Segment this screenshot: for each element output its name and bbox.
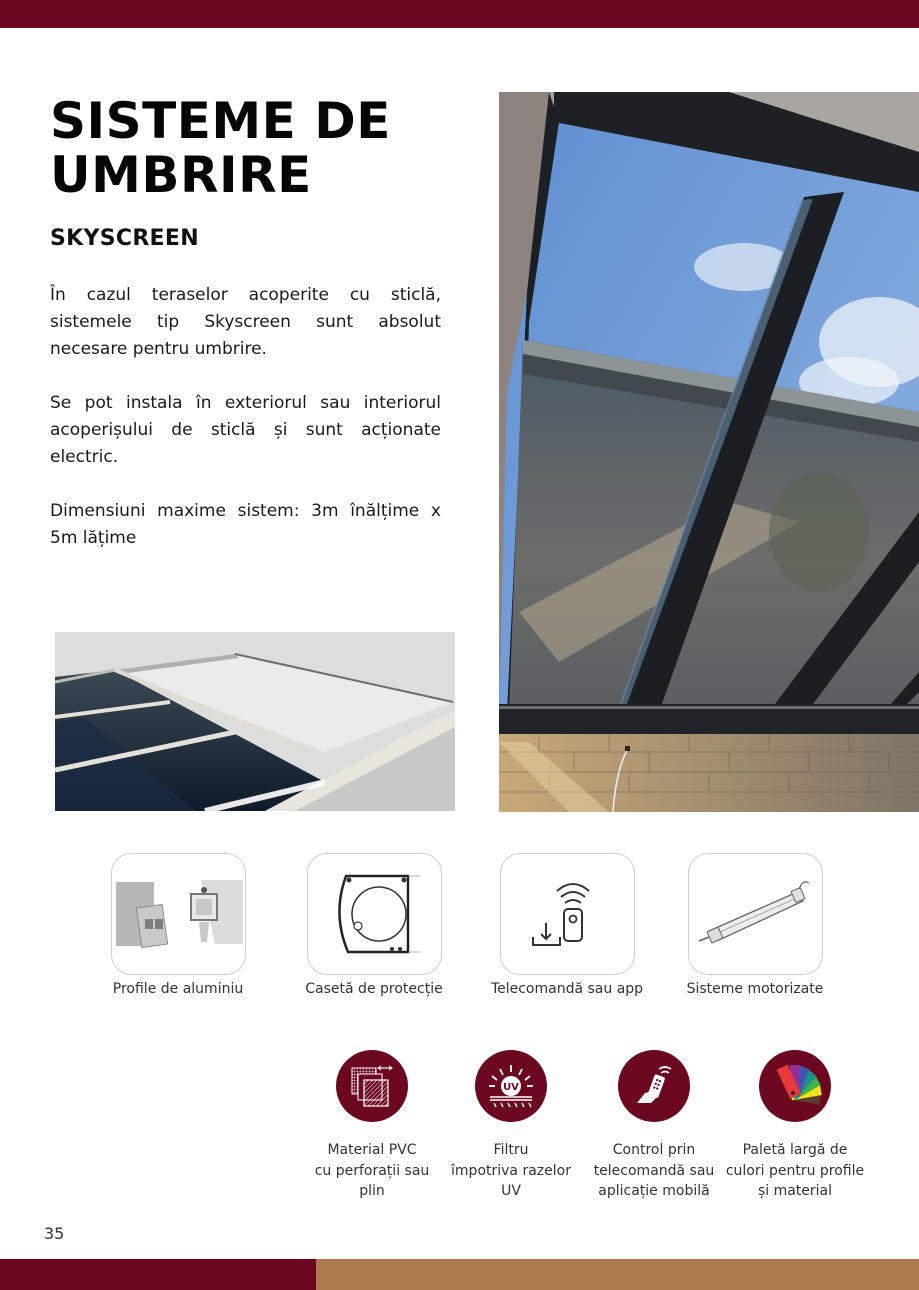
title-line-1: SISTEME DE	[50, 92, 391, 150]
badge-circle	[618, 1050, 690, 1122]
remote-control-icon	[631, 1063, 677, 1109]
badge-label: Paletă largă de culori pentru profile și material	[725, 1142, 865, 1199]
description-paragraph: Dimensiuni maxime sistem: 3m înălțime x 5m lățime	[50, 501, 441, 548]
aluminium-profile-icon	[113, 864, 243, 964]
feature-label: Casetă de protecție	[305, 981, 443, 997]
feature-card	[500, 853, 635, 975]
feature-card	[688, 853, 823, 975]
feature-cards	[0, 853, 919, 1003]
pvc-material-icon	[348, 1062, 396, 1110]
badge-label: Control prin telecomandă sau aplicație mobilă	[593, 1142, 715, 1199]
svg-text:UV: UV	[503, 1082, 519, 1093]
badge-circle	[759, 1050, 831, 1122]
bottom-bar-accent-segment	[316, 1259, 919, 1290]
glass-roof-illustration	[499, 92, 919, 812]
top-brand-bar	[0, 0, 919, 28]
feature-aluminium-profile	[93, 853, 263, 997]
badge-color-palette	[725, 1050, 865, 1202]
benefit-badges	[0, 1050, 919, 1210]
badge-circle	[475, 1050, 547, 1122]
page-number: 35	[44, 1224, 65, 1243]
glass-roof-photo	[499, 92, 919, 812]
uv-filter-icon	[486, 1063, 536, 1109]
feature-motor	[670, 853, 840, 997]
remote-app-icon	[527, 869, 607, 959]
bottom-bar-dark-segment	[0, 1259, 316, 1290]
description	[50, 282, 441, 552]
feature-protection-cassette	[289, 853, 459, 997]
roof-render-illustration	[55, 632, 455, 811]
skyscreen-render-photo	[55, 632, 455, 811]
feature-card	[307, 853, 442, 975]
badge-uv-filter	[441, 1050, 581, 1202]
feature-label: Telecomandă sau app	[490, 981, 644, 997]
feature-remote-app	[482, 853, 652, 997]
feature-label: Sisteme motorizate	[686, 981, 824, 997]
badge-label: Filtru împotriva razelor UV	[451, 1142, 571, 1199]
badge-label: Material PVC cu perforații sau plin	[314, 1142, 430, 1199]
feature-label: Profile de aluminiu	[112, 981, 244, 997]
page-subtitle: SKYSCREEN	[50, 226, 199, 251]
badge-circle	[336, 1050, 408, 1122]
description-paragraph: Se pot instala în exteriorul sau interiorul acoperișului de sticlă și sunt acționate electric.	[50, 393, 441, 467]
color-palette-icon	[767, 1063, 823, 1109]
motor-icon	[695, 869, 815, 959]
page-title	[50, 94, 470, 202]
badge-pvc-material	[302, 1050, 442, 1202]
badge-remote-control	[584, 1050, 724, 1202]
bottom-brand-bar	[0, 1259, 919, 1290]
title-line-2: UMBRIRE	[50, 146, 312, 204]
description-paragraph: În cazul teraselor acoperite cu sticlă, sistemele tip Skyscreen sunt absolut necesare pentru umbrire.	[50, 285, 441, 359]
protection-cassette-icon	[324, 864, 424, 964]
feature-card	[111, 853, 246, 975]
